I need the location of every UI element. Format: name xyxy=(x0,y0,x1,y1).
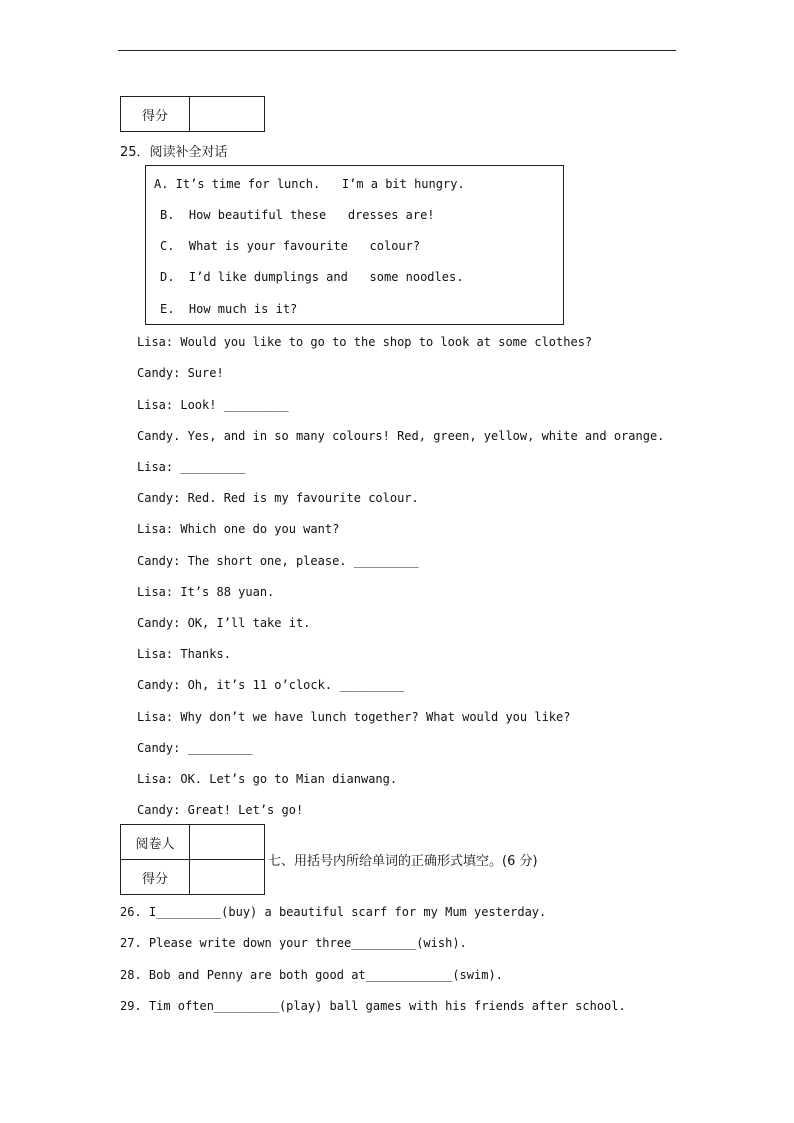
dialogue-line: Lisa: Which one do you want? xyxy=(137,522,340,536)
reviewer-label: 阅卷人 xyxy=(121,825,190,860)
dialogue-line: Lisa: _________ xyxy=(137,460,246,474)
dialogue-line: Candy: OK, I’ll take it. xyxy=(137,616,311,630)
score-box-top xyxy=(120,96,265,132)
section-7-title: 七、用括号内所给单词的正确形式填空。(6 分) xyxy=(268,854,538,869)
question-26: 26. I_________(buy) a beautiful scarf for my Mum yesterday. xyxy=(120,905,547,919)
score-blank-cell[interactable] xyxy=(190,97,265,132)
dialogue-line: Lisa: Thanks. xyxy=(137,647,231,661)
option-d: D. I’d like dumplings and some noodles. xyxy=(160,270,464,284)
option-c: C. What is your favourite colour? xyxy=(160,239,421,253)
dialogue-line: Lisa: OK. Let’s go to Mian dianwang. xyxy=(137,772,398,786)
dialogue-line: Candy: _________ xyxy=(137,741,253,755)
dialogue-line: Candy: Red. Red is my favourite colour. xyxy=(137,491,419,505)
option-b: B. How beautiful these dresses are! xyxy=(160,208,435,222)
reviewer-blank-cell[interactable] xyxy=(190,825,265,860)
option-e: E. How much is it? xyxy=(160,302,298,316)
question-25-title: 25．阅读补全对话 xyxy=(120,145,228,160)
question-29: 29. Tim often_________(play) ball games with his friends after school. xyxy=(120,999,626,1013)
dialogue-line: Lisa: It’s 88 yuan. xyxy=(137,585,275,599)
dialogue-line: Candy: Oh, it’s 11 o’clock. _________ xyxy=(137,678,405,692)
score-label: 得分 xyxy=(121,97,190,132)
score-blank-cell[interactable] xyxy=(190,860,265,895)
header-rule xyxy=(118,50,676,51)
option-a: A. It’s time for lunch. I’m a bit hungry. xyxy=(154,177,465,191)
question-27: 27. Please write down your three_________(wish). xyxy=(120,936,467,950)
grader-box xyxy=(120,824,265,895)
dialogue-line: Candy: Sure! xyxy=(137,366,224,380)
dialogue-line: Lisa: Why don’t we have lunch together? What would you like? xyxy=(137,710,571,724)
score-label: 得分 xyxy=(121,860,190,895)
dialogue-line: Lisa: Look! _________ xyxy=(137,398,289,412)
dialogue-line: Candy. Yes, and in so many colours! Red, green, yellow, white and orange. xyxy=(137,429,665,443)
question-28: 28. Bob and Penny are both good at____________(swim). xyxy=(120,968,503,982)
dialogue-line: Candy: Great! Let’s go! xyxy=(137,803,304,817)
options-box xyxy=(145,165,564,325)
dialogue-line: Lisa: Would you like to go to the shop to look at some clothes? xyxy=(137,335,593,349)
dialogue-line: Candy: The short one, please. _________ xyxy=(137,554,419,568)
